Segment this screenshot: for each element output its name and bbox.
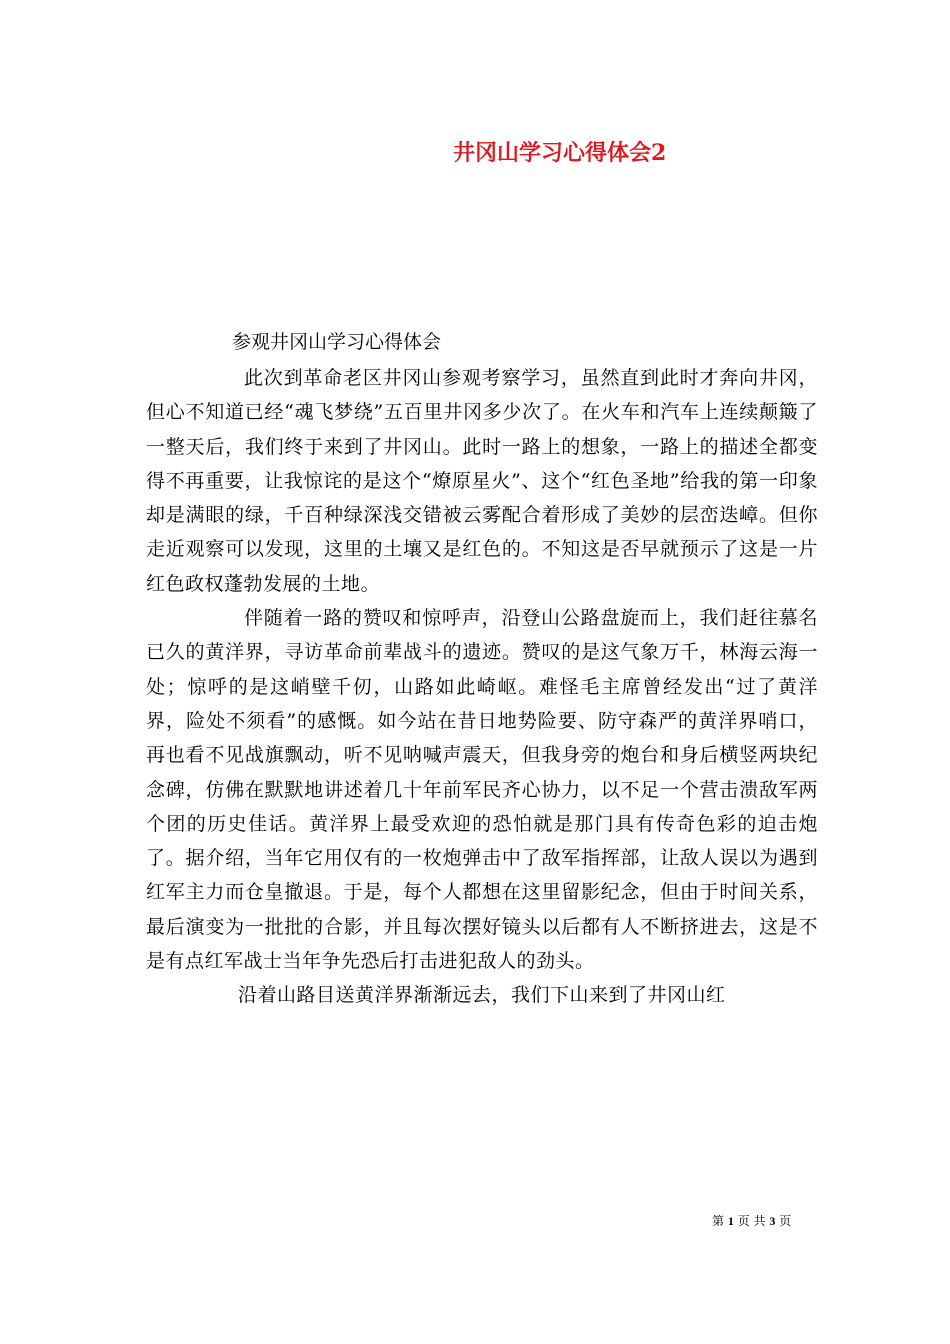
paragraph-1: 此次到革命老区井冈山参观考察学习，虽然直到此时才奔向井冈，但心不知道已经“魂飞梦绕”五百里井冈多少次了。在火车和汽车上连续颠簸了一整天后，我们终于来到了井冈山。此时一路上的想象，一路上的描述全都变得不再重要，让我惊诧的是这个“燎原星火”、这个“红色圣地”给我的第一印象却是满眼的绿，千百种绿深浅交错被云雾配合着形成了美妙的层峦迭嶂。但你走近观察可以发现，这里的土壤又是红色的。不知这是否早就预示了这是一片红色政权蓬勃发展的土地。 [146,367,818,595]
document-body [146,361,818,1013]
footer-suffix: 页 [779,1214,792,1228]
paragraph-2: 伴随着一路的赞叹和惊呼声，沿登山公路盘旋而上，我们赶往慕名已久的黄洋界，寻访革命前辈战斗的遗迹。赞叹的是这气象万千，林海云海一处；惊呼的是这峭壁千仞，山路如此崎岖。难怪毛主席曾经发出“过了黄洋界，险处不须看”的感慨。如今站在昔日地势险要、防守森严的黄洋界哨口，再也看不见战旗飘动，听不见呐喊声震天，但我身旁的炮台和身后横竖两块纪念碑，仿佛在默默地讲述着几十年前军民齐心协力，以不足一个营击溃敌军两个团的历史佳话。黄洋界上最受欢迎的恐怕就是那门具有传奇色彩的迫击炮了。据介绍，当年它用仅有的一枚炮弹击中了敌军指挥部，让敌人误以为遇到红军主力而仓皇撤退。于是，每个人都想在这里留影纪念，但由于时间关系，最后演变为一批批的合影，并且每次摆好镜头以后都有人不断挤进去，这是不是有点红军战士当年争先恐后打击进犯敌人的劲头。 [146,607,818,973]
footer-total-pages: 3 [769,1214,776,1228]
page-footer [712,1212,791,1229]
paragraph-3: 沿着山路目送黄洋界渐渐远去，我们下山来到了井冈山红 [238,984,726,1007]
document-subtitle: 参观井冈山学习心得体会 [232,331,442,353]
footer-page-number: 1 [727,1214,734,1228]
footer-middle: 页 共 [737,1214,766,1228]
document-title: 井冈山学习心得体会2 [453,140,667,166]
footer-prefix: 第 [712,1214,725,1228]
